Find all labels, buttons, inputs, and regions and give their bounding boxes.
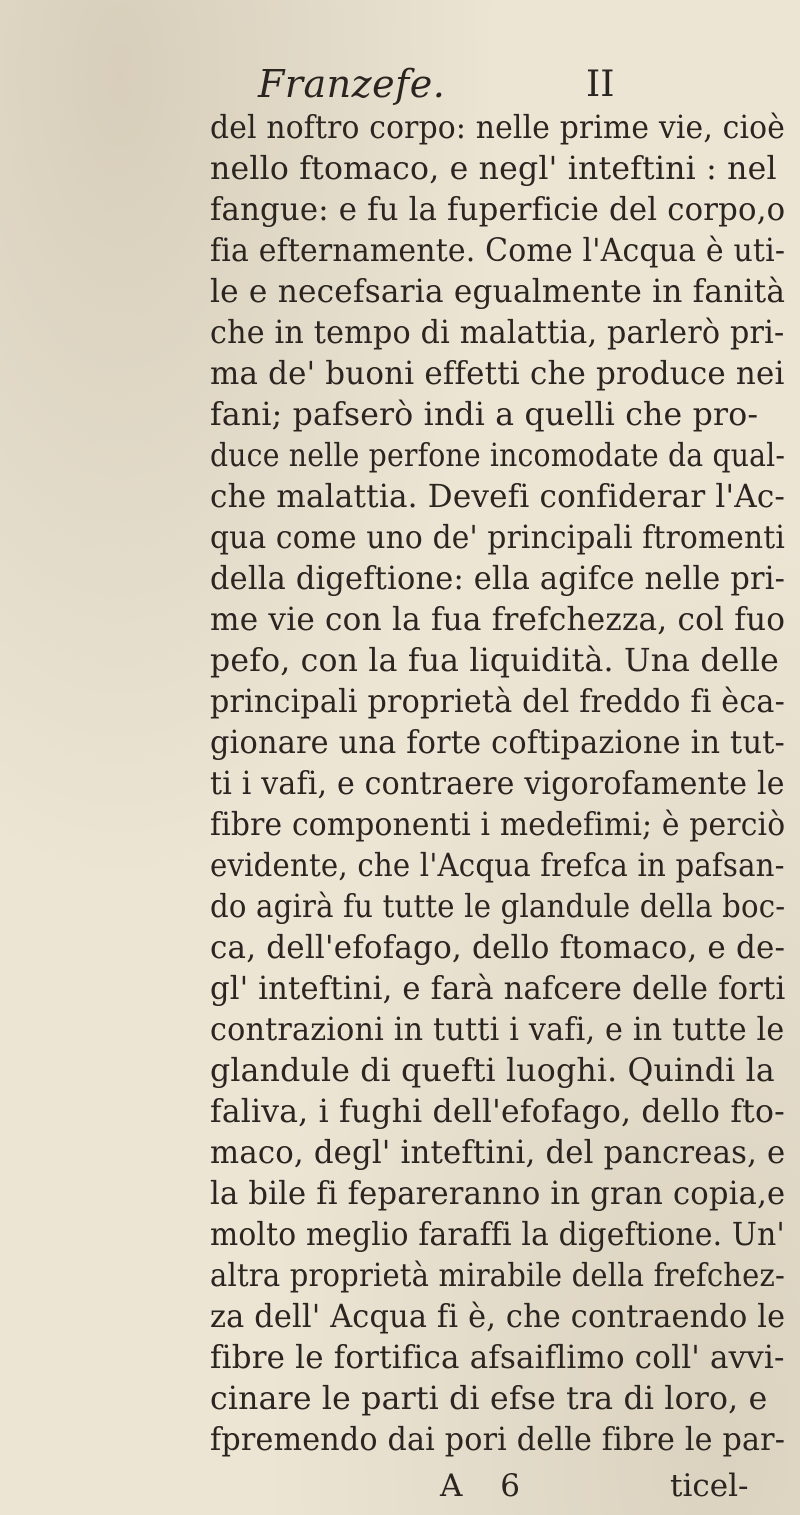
text-line: ca, dell'efofago, dello ftomaco, e de- — [210, 930, 786, 966]
text-line: duce nelle perfone incomodate da qual- — [210, 438, 786, 474]
text-line: fangue: e fu la fuperficie del corpo,o — [210, 192, 786, 228]
text-line: fpremendo dai pori delle fibre le par- — [210, 1422, 786, 1458]
text-line: fibre le fortifica afsaiflimo coll' avvi- — [210, 1340, 785, 1376]
text-line: molto meglio faraffi la digeftione. Un' — [210, 1217, 785, 1253]
text-line: altra proprietà mirabile della frefchez- — [210, 1258, 785, 1294]
page-footer — [210, 1468, 770, 1512]
text-line: maco, degl' inteftini, del pancreas, e — [210, 1135, 786, 1171]
text-line: ma de' buoni effetti che produce nei — [210, 356, 785, 392]
text-line: do agirà fu tutte le glandule della boc- — [210, 889, 786, 925]
text-line: gl' inteftini, e farà nafcere delle forti — [210, 971, 786, 1007]
text-line: fibre componenti i medefimi; è perciò — [210, 807, 786, 843]
catchword: ticel- — [670, 1468, 749, 1504]
text-line: principali proprietà del freddo fi èca- — [210, 684, 785, 720]
signature-mark: A 6 — [440, 1468, 534, 1504]
text-line: del noftro corpo: nelle prime vie, cioè — [210, 110, 786, 146]
text-line: faliva, i fughi dell'efofago, dello fto- — [210, 1094, 785, 1130]
text-line: fia efternamente. Come l'Acqua è uti- — [210, 233, 786, 269]
text-line: contrazioni in tutti i vafi, e in tutte le — [210, 1012, 785, 1048]
text-line: che in tempo di malattia, parlerò pri- — [210, 315, 785, 351]
text-line: ti i vafi, e contraere vigorofamente le — [210, 766, 785, 802]
text-line: evidente, che l'Acqua frefca in pafsan- — [210, 848, 785, 884]
text-line: glandule di quefti luoghi. Quindi la — [210, 1053, 775, 1089]
text-line: nello ftomaco, e negl' inteftini : nel — [210, 151, 777, 187]
text-line: cinare le parti di efse tra di loro, e — [210, 1381, 768, 1417]
text-line: fani; pafserò indi a quelli che pro- — [210, 397, 759, 433]
text-line: della digeftione: ella agifce nelle pri- — [210, 561, 786, 597]
body-text — [210, 108, 800, 1461]
text-line: che malattia. Devefi confiderar l'Ac- — [210, 479, 786, 515]
page-number: II — [586, 64, 615, 105]
text-line: pefo, con la fua liquidità. Una delle — [210, 643, 779, 679]
text-line: la bile fi fepareranno in gran copia,e — [210, 1176, 786, 1212]
running-title: Franzefe. — [258, 62, 446, 106]
text-line: le e necefsaria egualmente in fanità — [210, 274, 786, 310]
text-line: gionare una forte coftipazione in tut- — [210, 725, 786, 761]
text-line: za dell' Acqua fi è, che contraendo le — [210, 1299, 786, 1335]
running-head — [230, 62, 770, 112]
text-line: me vie con la fua frefchezza, col fuo — [210, 602, 786, 638]
text-line: qua come uno de' principali ftromenti — [210, 520, 786, 556]
